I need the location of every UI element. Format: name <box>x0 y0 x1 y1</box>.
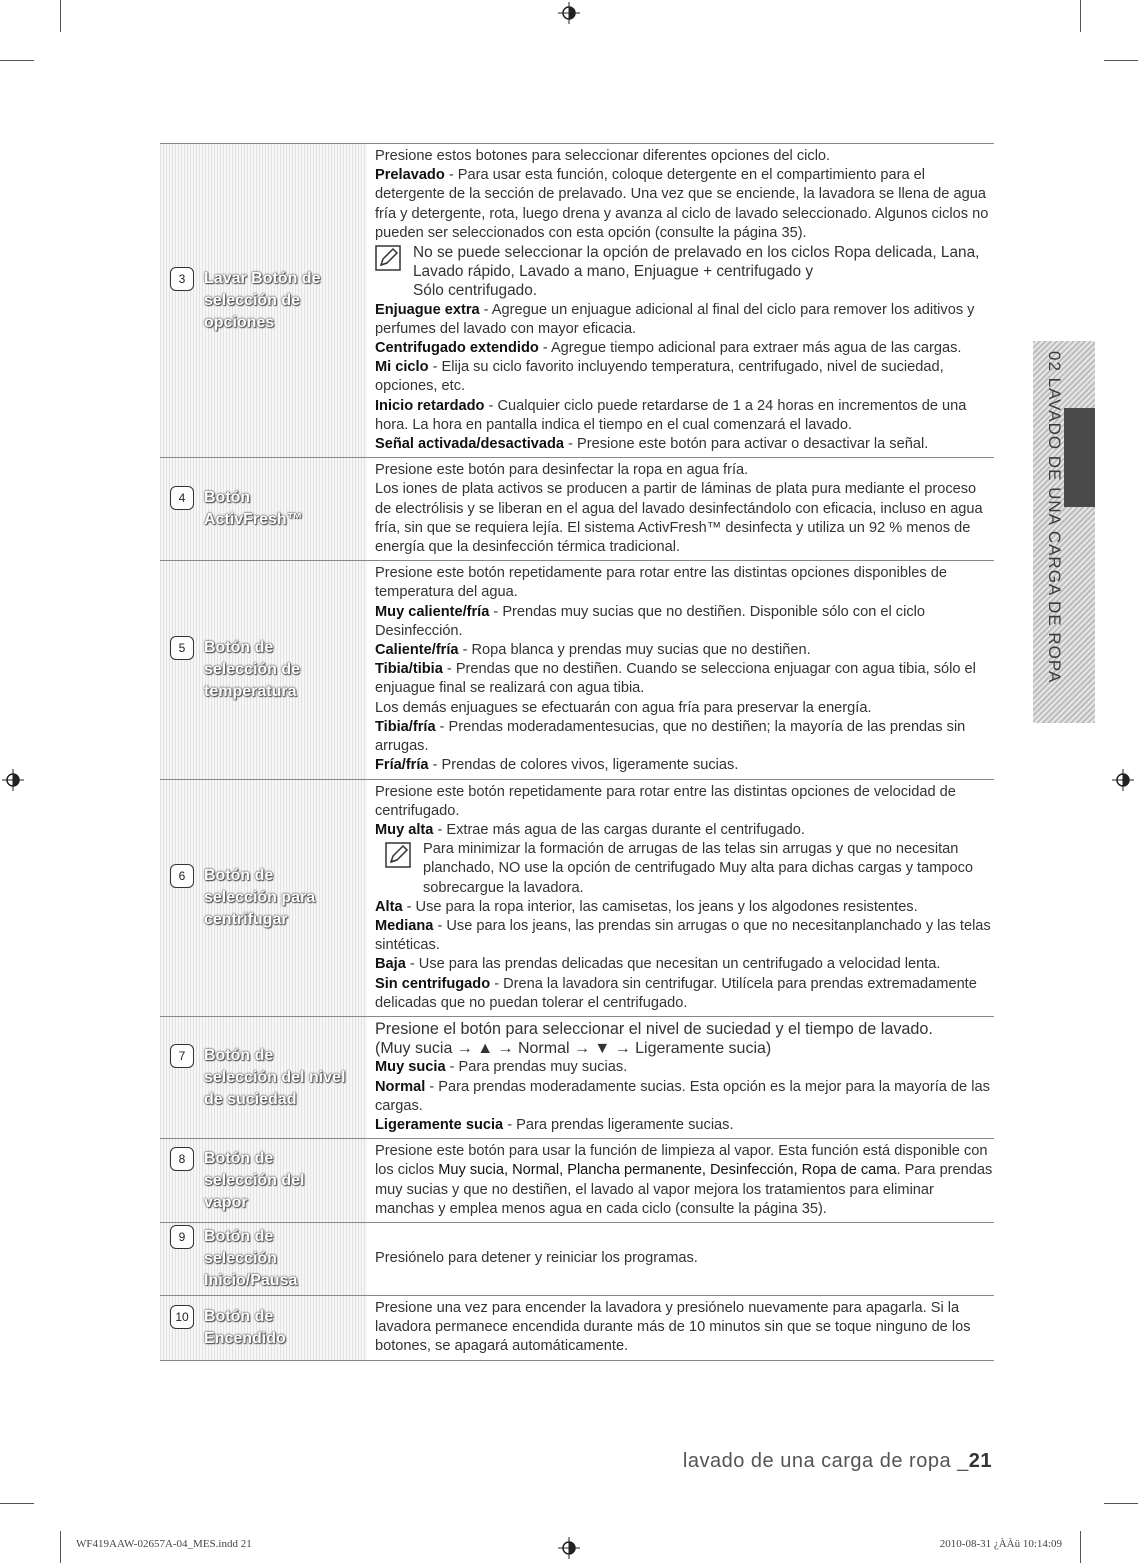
term: Baja <box>375 956 406 973</box>
registration-mark-icon <box>558 1537 580 1559</box>
row-number: 4 <box>170 486 194 510</box>
row-description <box>367 780 994 1016</box>
page-number: 21 <box>968 1450 992 1472</box>
definition: - Cualquier ciclo puede retardarse de 1 a 24 horas en incrementos de una hora. La hora en pantalla indica el tiempo en el cual comenzará el lavado. <box>375 397 967 433</box>
definition: - Agregue tiempo adicional para extraer más agua de las cargas. <box>538 340 962 357</box>
row-number: 7 <box>170 1044 194 1068</box>
term: Centrifugado extendido <box>375 340 539 357</box>
row-label-cell <box>160 458 367 560</box>
definition: - Prendas de colores vivos, ligeramente sucias. <box>428 757 739 774</box>
row-label: Lavar Botón de selección de opciones <box>204 269 321 331</box>
table-row <box>160 143 994 458</box>
definition: - Use para la ropa interior, las camisetas, los jeans y los algodones resistentes. <box>402 898 918 915</box>
options-table <box>160 143 994 1361</box>
term: Ligeramente sucia <box>375 1116 504 1133</box>
table-row <box>160 1139 994 1223</box>
row-number: 9 <box>170 1225 194 1249</box>
definition: - Para prendas moderadamente sucias. Esta opción es la mejor para la mayoría de las cargas. <box>375 1078 990 1114</box>
body-text: Los iones de plata activos se producen a partir de láminas de plata pura mediante el proceso de electrólisis y se liberan en el agua del lavado desinfectándolo con eficacia, incluso en agua fría, sin que se requiera lejía. El sistema ActivFresh™ desinfecta y utiliza un 92 % menos de energía que la desinfección térmica tradicional. <box>375 481 983 556</box>
definition: - Prendas muy sucias que no destiñen. Disponible sólo con el ciclo Desinfección. <box>375 603 925 639</box>
row-number: 10 <box>170 1305 194 1329</box>
table-row <box>160 458 994 561</box>
row-label-cell <box>160 1017 367 1138</box>
crop-mark <box>1104 60 1138 61</box>
print-slug-left: WF419AAW-02657A-04_MES.indd 21 <box>76 1538 252 1550</box>
cycle-list: Muy sucia, Normal, Plancha permanente, Desinfección, Ropa de cama <box>438 1162 897 1179</box>
row-label-cell <box>160 1139 367 1222</box>
term: Muy sucia <box>375 1059 446 1076</box>
intro-text: Presione estos botones para seleccionar diferentes opciones del ciclo. <box>375 148 831 164</box>
crop-mark <box>60 1531 61 1563</box>
definition: - Para usar esta función, coloque detergente en el compartimiento para el detergente de la sección de prelavado. Una vez que se enciende, la lavadora se llena de agua fría y detergente, rota, luego drena y avanza al ciclo de lavado seleccionado. Algunos ciclos no pueden ser seleccionados con esta opción (consulte la página 35). <box>375 167 989 241</box>
term: Caliente/fría <box>375 642 459 659</box>
row-label: Botón de selección Inicio/Pausa <box>204 1227 298 1289</box>
term: Tibia/fría <box>375 718 436 735</box>
table-row <box>160 1223 994 1296</box>
table-row <box>160 1017 994 1139</box>
body-text: Presione este botón para usar la función de limpieza al vapor. Esta función está disponible con los ciclos <box>375 1143 988 1179</box>
row-description <box>367 1296 994 1360</box>
term: Enjuague extra <box>375 301 480 318</box>
note-and: y <box>801 263 814 281</box>
registration-mark-icon <box>558 2 580 24</box>
body-text: Presiónelo para detener y reiniciar los programas. <box>375 1250 698 1267</box>
term: Fría/fría <box>375 757 429 774</box>
body-text: . Para prendas muy sucias y que no destiñen, el lavado al vapor mejora los tratamientos para eliminar manchas y emplea menos agua en cada ciclo (consulte la página 35). <box>375 1162 993 1217</box>
definition: - Elija su ciclo favorito incluyendo temperatura, centrifugado, nivel de suciedad, opciones, etc. <box>375 359 944 395</box>
note-pencil-icon <box>375 245 401 271</box>
row-label: Botón de Encendido <box>204 1307 286 1347</box>
chapter-tab <box>1033 341 1095 723</box>
term: Tibia/tibia <box>375 661 443 678</box>
row-label: Botón de selección para centrifugar <box>204 866 316 928</box>
row-label-cell <box>160 1296 367 1360</box>
soil-sequence: (Muy sucia → ▲ → Normal → ▼ → Ligeramente sucia) <box>375 1040 772 1058</box>
note <box>375 243 994 301</box>
term: Inicio retardado <box>375 397 485 414</box>
row-description <box>367 561 994 778</box>
row-description <box>367 144 994 457</box>
definition: - Para prendas muy sucias. <box>445 1059 628 1076</box>
row-label-cell <box>160 561 367 778</box>
row-description <box>367 1017 994 1138</box>
intro-text: Presione este botón repetidamente para rotar entre las distintas opciones disponibles de temperatura del agua. <box>375 565 947 601</box>
note-last: Sólo centrifugado. <box>413 282 538 300</box>
crop-mark <box>1080 1531 1081 1563</box>
definition: - Drena la lavadora sin centrifugar. Utilícela para prendas extremadamente delicadas que no puedan tolerar el centrifugado. <box>375 975 977 1011</box>
term: Señal activada/desactivada <box>375 436 565 453</box>
definition: - Agregue un enjuague adicional al final del ciclo para remover los aditivos y perfumes del lavado con mayor eficacia. <box>375 301 975 337</box>
note <box>375 840 994 898</box>
row-number: 3 <box>170 267 194 291</box>
definition: Los demás enjuagues se efectuarán con agua fría para preservar la energía. <box>375 699 872 716</box>
row-label: Botón de selección del vapor <box>204 1149 305 1211</box>
row-label: Botón ActivFresh™ <box>204 489 303 529</box>
term: Mi ciclo <box>375 359 429 376</box>
crop-mark <box>60 0 61 32</box>
row-number: 8 <box>170 1147 194 1171</box>
table-row <box>160 561 994 779</box>
row-number: 6 <box>170 864 194 888</box>
row-label-cell <box>160 144 367 457</box>
row-number: 5 <box>170 636 194 660</box>
row-label: Botón de selección de temperatura <box>204 638 301 700</box>
term: Muy caliente/fría <box>375 603 490 620</box>
body-text: Presione una vez para encender la lavadora y presiónelo nuevamente para apagarla. Si la lavadora permanece encendida durante más de 10 minutos sin que se toque ninguno de los botones, se apagará automáticamente. <box>375 1299 971 1355</box>
table-row <box>160 1296 994 1361</box>
page-footer <box>683 1450 992 1473</box>
term: Mediana <box>375 917 434 934</box>
intro-text: Presione el botón para seleccionar el nivel de suciedad y el tiempo de lavado. <box>375 1019 933 1038</box>
intro-text: Presione este botón repetidamente para rotar entre las distintas opciones de velocidad de centrifugado. <box>375 783 956 819</box>
term: Alta <box>375 898 403 915</box>
crop-mark <box>1104 1503 1138 1504</box>
definition: - Use para las prendas delicadas que necesitan un centrifugado a velocidad lenta. <box>405 956 941 973</box>
row-description <box>367 1223 994 1295</box>
term: Sin centrifugado <box>375 975 491 992</box>
crop-mark <box>0 1503 34 1504</box>
note-cycles: Ropa delicada, Lana, Lavado rápido, Lavado a mano, Enjuague + centrifugado <box>413 244 980 281</box>
intro-text: Presione este botón para desinfectar la ropa en agua fría. <box>375 462 749 479</box>
chapter-tab-label: 02 LAVADO DE UNA CARGA DE ROPA <box>1045 351 1064 684</box>
definition: - Para prendas ligeramente sucias. <box>503 1116 734 1133</box>
note-text: No se puede seleccionar la opción de prelavado en los ciclos <box>413 244 834 262</box>
term: Muy alta <box>375 821 434 838</box>
crop-mark <box>1080 0 1081 32</box>
definition: - Extrae más agua de las cargas durante el centrifugado. <box>433 821 805 838</box>
chapter-tab-marker <box>1064 408 1095 507</box>
footer-text: lavado de una carga de ropa _ <box>682 1450 969 1472</box>
note-pencil-icon <box>385 842 411 868</box>
registration-mark-icon <box>1112 769 1134 791</box>
registration-mark-icon <box>2 769 24 791</box>
print-slug-right: 2010-08-31 ¿ÀÀü 10:14:09 <box>939 1538 1062 1550</box>
table-row <box>160 780 994 1017</box>
row-description <box>367 458 994 560</box>
term: Prelavado <box>375 167 445 184</box>
definition: - Prendas que no destiñen. Cuando se selecciona enjuagar con agua tibia, sólo el enjuague final se realizará con agua tibia. <box>375 661 976 697</box>
definition: - Presione este botón para activar o desactivar la señal. <box>564 436 929 453</box>
definition: - Prendas moderadamentesucias, que no destiñen; la mayoría de las prendas sin arrugas. <box>375 718 966 755</box>
row-description <box>367 1139 994 1222</box>
term: Normal <box>375 1078 426 1095</box>
crop-mark <box>0 60 34 61</box>
row-label-cell <box>160 780 367 1016</box>
row-label: Botón de selección del nivel de suciedad <box>204 1046 346 1108</box>
definition: - Use para los jeans, las prendas sin arrugas o que no necesitanplanchado y las telas sintéticas. <box>375 917 991 954</box>
row-label-cell <box>160 1223 367 1295</box>
note-text: Para minimizar la formación de arrugas de las telas sin arrugas y que no necesitan planchado, NO use la opción de centrifugado Muy alta para dichas cargas y tampoco sobrecargue la lavadora. <box>423 841 974 896</box>
definition: - Ropa blanca y prendas muy sucias que no destiñen. <box>458 642 811 659</box>
